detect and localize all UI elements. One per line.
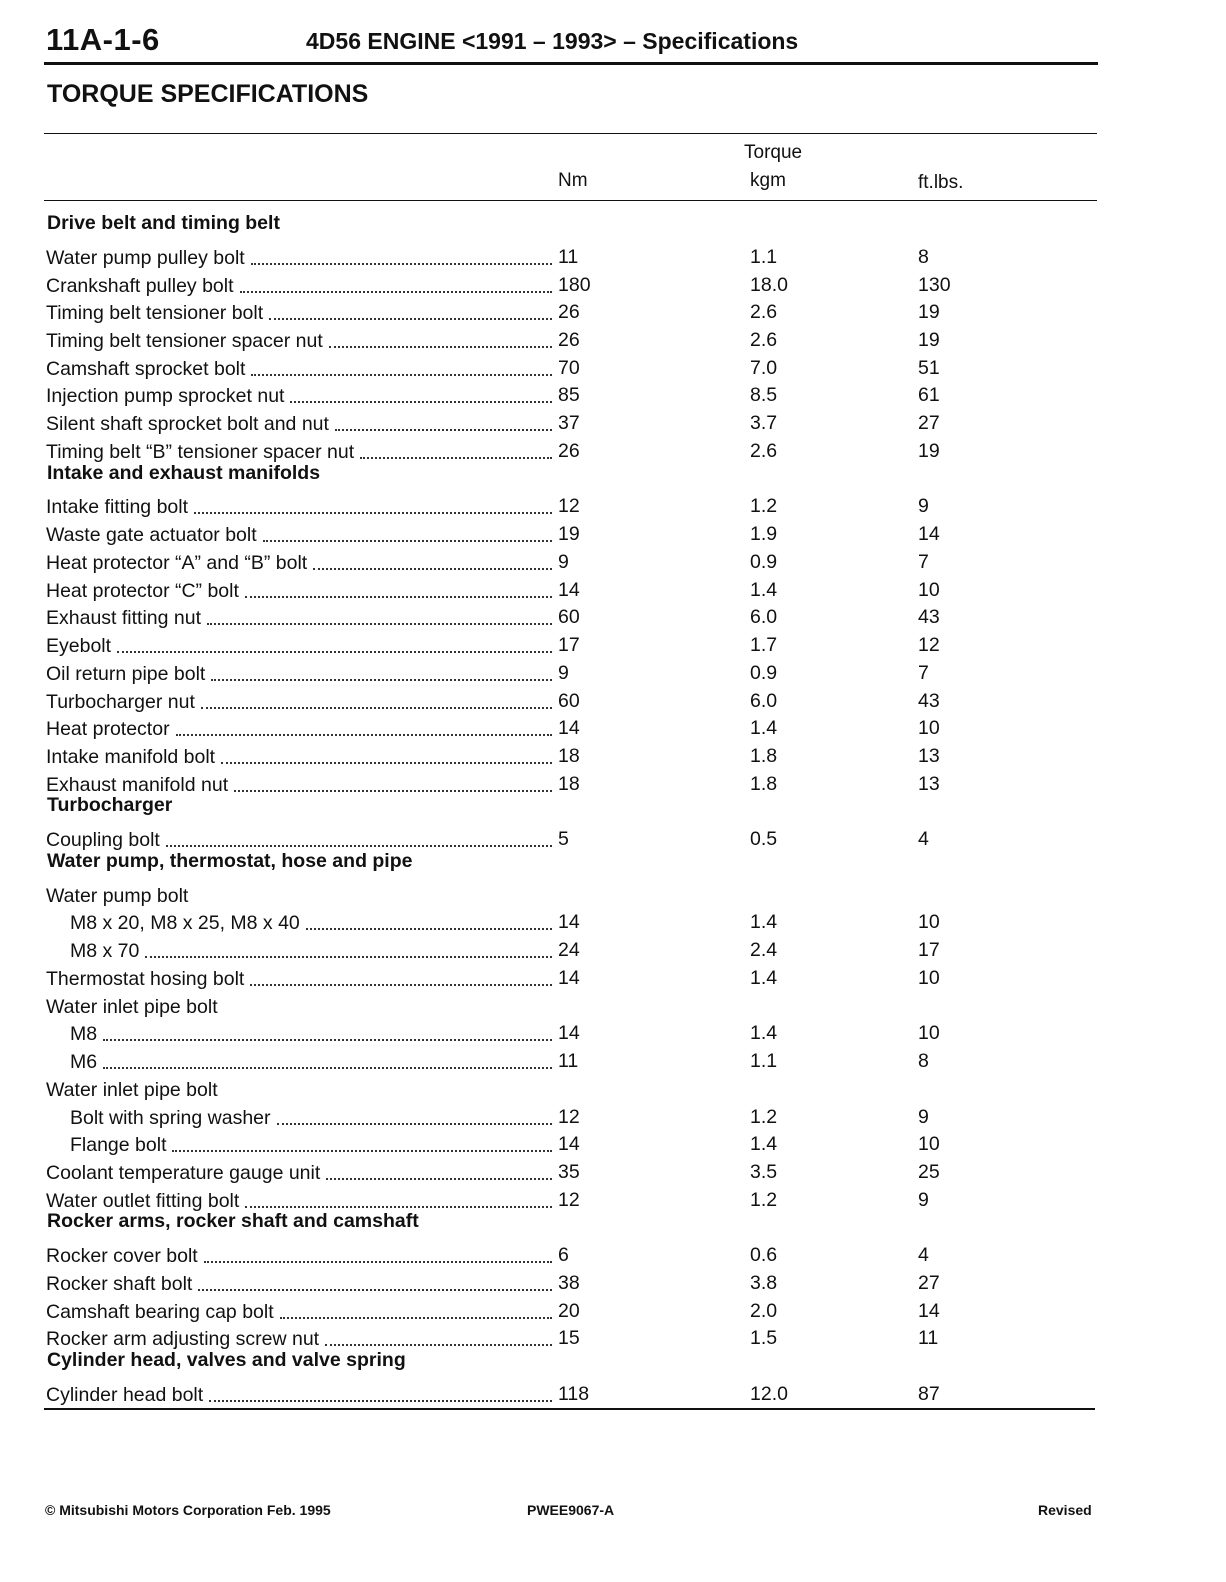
value-ftlbs: 130 [918, 273, 951, 296]
value-nm: 118 [558, 1382, 590, 1405]
dot-leader [221, 746, 552, 764]
value-ftlbs: 17 [918, 939, 940, 962]
value-nm: 24 [558, 939, 580, 962]
value-ftlbs: 9 [918, 1105, 929, 1128]
table-row [0, 765, 1226, 796]
dot-leader [209, 1384, 552, 1402]
value-nm: 35 [558, 1161, 580, 1183]
table-row [0, 598, 1226, 630]
row-label: Water outlet fitting bolt [46, 1190, 245, 1213]
table-row [0, 1153, 1226, 1184]
table-bottom-rule [44, 1408, 1095, 1410]
value-kgm: 18.0 [750, 273, 788, 296]
row-label: Silent shaft sprocket bolt and nut [46, 413, 335, 436]
value-kgm: 1.4 [750, 911, 778, 934]
page-number: 11A-1-6 [46, 22, 160, 57]
table-row [0, 543, 1226, 574]
value-kgm: 1.2 [750, 1188, 778, 1211]
value-nm: 14 [558, 578, 580, 601]
value-nm: 70 [558, 356, 580, 379]
row-label: Oil return pipe bolt [46, 663, 211, 686]
value-ftlbs: 13 [918, 772, 940, 795]
table-row [0, 432, 1226, 463]
value-kgm: 0.6 [750, 1244, 778, 1267]
value-ftlbs: 4 [918, 1244, 929, 1267]
running-title: 4D56 ENGINE <1991 – 1993> – Specifications [306, 28, 799, 54]
value-ftlbs: 7 [918, 550, 929, 573]
table-group-heading [0, 460, 1226, 488]
dot-leader [325, 1328, 552, 1346]
dot-leader [194, 496, 552, 514]
group-label: Water pump, thermostat, hose and pipe [47, 849, 413, 872]
table-row [0, 931, 1226, 963]
value-ftlbs: 11 [918, 1327, 939, 1350]
value-kgm: 3.8 [750, 1271, 778, 1294]
value-ftlbs: 43 [918, 689, 940, 712]
column-header-kgm: kgm [750, 170, 786, 191]
value-kgm: 1.8 [750, 772, 778, 795]
dot-leader [245, 580, 552, 598]
table-row [0, 903, 1226, 935]
dot-leader [240, 275, 552, 293]
row-label: Rocker shaft bolt [46, 1273, 198, 1296]
table-row [0, 959, 1226, 990]
value-ftlbs: 10 [918, 1133, 940, 1156]
value-nm: 14 [558, 966, 580, 989]
dot-leader [176, 718, 552, 736]
value-ftlbs: 61 [918, 384, 940, 407]
value-ftlbs: 87 [918, 1382, 940, 1405]
footer-code: PWEE9067-A [527, 1502, 615, 1518]
row-label: Intake fitting bolt [46, 496, 194, 519]
dot-leader [251, 358, 552, 376]
row-label: M8 x 20, M8 x 25, M8 x 40 [70, 912, 306, 935]
table-group-heading [0, 792, 1226, 820]
value-nm: 14 [558, 1022, 580, 1045]
table-row [0, 515, 1226, 547]
group-label: Turbocharger [47, 794, 173, 817]
dot-leader [207, 607, 552, 625]
value-nm: 26 [558, 301, 580, 324]
value-nm: 17 [558, 634, 580, 657]
group-label: Cylinder head, valves and valve spring [47, 1349, 406, 1372]
value-kgm: 2.0 [750, 1299, 778, 1322]
value-nm: 11 [558, 245, 579, 268]
dot-leader [145, 940, 552, 958]
table-row [0, 349, 1226, 380]
row-label: Timing belt tensioner bolt [46, 302, 269, 325]
row-label-cell [46, 1383, 552, 1407]
table-row [0, 1375, 1226, 1406]
row-label: Exhaust fitting nut [46, 607, 207, 630]
value-nm: 11 [558, 1050, 579, 1073]
row-label: Crankshaft pulley bolt [46, 275, 240, 298]
value-nm: 12 [558, 495, 580, 518]
table-top-rule [44, 133, 1097, 134]
value-nm: 18 [558, 772, 580, 795]
table-row [0, 709, 1226, 741]
value-kgm: 7.0 [750, 356, 778, 379]
table-header-rule [44, 200, 1097, 201]
dot-leader [329, 330, 552, 348]
value-kgm: 1.4 [750, 1133, 778, 1156]
table-row [0, 1236, 1226, 1268]
row-label: Waste gate actuator bolt [46, 524, 263, 547]
value-kgm: 2.6 [750, 301, 778, 324]
value-nm: 19 [558, 523, 580, 546]
row-label: Flange bolt [70, 1134, 172, 1157]
table-row [0, 265, 1226, 297]
row-label: Timing belt tensioner spacer nut [46, 330, 329, 353]
value-kgm: 1.9 [750, 523, 778, 546]
table-row [0, 987, 1226, 1018]
value-ftlbs: 7 [918, 661, 929, 684]
value-kgm: 1.4 [750, 578, 778, 601]
row-label: Camshaft bearing cap bolt [46, 1301, 280, 1324]
value-ftlbs: 19 [918, 439, 940, 462]
row-label: Water pump pulley bolt [46, 247, 251, 270]
value-nm: 38 [558, 1271, 580, 1294]
table-row [0, 571, 1226, 602]
row-label: M6 [70, 1051, 103, 1074]
value-kgm: 1.4 [750, 717, 778, 740]
table-row [0, 487, 1226, 519]
value-nm: 14 [558, 717, 580, 740]
row-label: Heat protector [46, 718, 176, 741]
group-label: Drive belt and timing belt [47, 212, 280, 234]
value-ftlbs: 14 [918, 1299, 940, 1322]
row-label: Timing belt “B” tensioner spacer nut [46, 441, 360, 464]
value-ftlbs: 27 [918, 412, 940, 435]
page-header [44, 20, 1098, 65]
value-ftlbs: 19 [918, 301, 940, 324]
value-kgm: 12.0 [750, 1382, 788, 1405]
value-nm: 26 [558, 439, 580, 462]
dot-leader [360, 441, 552, 459]
value-ftlbs: 4 [918, 828, 929, 851]
row-label: Eyebolt [46, 635, 117, 658]
table-row [0, 1042, 1226, 1074]
column-header-torque: Torque [744, 142, 803, 163]
value-kgm: 0.9 [750, 550, 778, 573]
table-row [0, 654, 1226, 685]
torque-table [0, 210, 1226, 1406]
row-label: Intake manifold bolt [46, 746, 221, 769]
table-row [0, 1181, 1226, 1212]
value-ftlbs: 8 [918, 1050, 929, 1073]
value-kgm: 1.2 [750, 1105, 778, 1128]
dot-leader [201, 691, 552, 709]
row-label: Cylinder head bolt [46, 1384, 209, 1407]
value-nm: 14 [558, 911, 580, 934]
dot-leader [117, 635, 552, 653]
value-kgm: 1.4 [750, 966, 778, 989]
dot-leader [306, 912, 552, 930]
dot-leader [313, 552, 552, 570]
row-label: Coupling bolt [46, 829, 166, 852]
column-header-nm: Nm [558, 170, 588, 191]
value-kgm: 2.6 [750, 328, 778, 351]
value-ftlbs: 10 [918, 717, 940, 740]
row-label: Thermostat hosing bolt [46, 968, 250, 991]
table-row [0, 1319, 1226, 1351]
dot-leader [250, 968, 552, 986]
value-nm: 9 [558, 550, 569, 573]
value-kgm: 6.0 [750, 606, 778, 629]
value-nm: 12 [558, 1188, 580, 1211]
value-ftlbs: 9 [918, 495, 929, 518]
footer-status: Revised [1038, 1502, 1092, 1518]
column-header-ftlbs: ft.lbs. [918, 172, 964, 193]
row-label: Camshaft sprocket bolt [46, 358, 251, 381]
group-label: Intake and exhaust manifolds [47, 461, 321, 484]
value-kgm: 3.7 [750, 412, 778, 435]
table-group-heading [0, 1347, 1226, 1375]
group-label: Rocker arms, rocker shaft and camshaft [47, 1210, 419, 1233]
row-label: Injection pump sprocket nut [46, 385, 290, 408]
value-ftlbs: 10 [918, 966, 940, 989]
row-label: Rocker cover bolt [46, 1245, 204, 1268]
value-ftlbs: 51 [918, 356, 940, 379]
table-row [0, 404, 1226, 436]
dot-leader [245, 1190, 552, 1208]
table-row [0, 820, 1226, 852]
value-ftlbs: 10 [918, 1022, 940, 1045]
value-kgm: 3.5 [750, 1161, 778, 1183]
row-label: Water inlet pipe bolt [46, 996, 224, 1019]
value-nm: 37 [558, 412, 580, 435]
dot-leader [290, 385, 552, 403]
table-row [0, 626, 1226, 658]
value-nm: 5 [558, 828, 569, 851]
dot-leader [269, 302, 552, 320]
table-row [0, 293, 1226, 325]
value-nm: 20 [558, 1299, 580, 1322]
row-label: Water inlet pipe bolt [46, 1079, 224, 1102]
row-label: Rocker arm adjusting screw nut [46, 1328, 325, 1351]
value-kgm: 1.2 [750, 495, 778, 518]
row-label: Heat protector “A” and “B” bolt [46, 552, 313, 575]
value-ftlbs: 43 [918, 606, 940, 629]
table-row [0, 737, 1226, 768]
table-row [0, 1125, 1226, 1157]
value-nm: 60 [558, 606, 580, 629]
dot-leader [166, 829, 552, 847]
table-row [0, 681, 1226, 713]
value-ftlbs: 19 [918, 328, 940, 351]
dot-leader [172, 1134, 552, 1152]
value-kgm: 1.4 [750, 1022, 778, 1045]
dot-leader [263, 524, 552, 542]
dot-leader [103, 1023, 552, 1041]
value-ftlbs: 8 [918, 245, 929, 268]
table-row [0, 1264, 1226, 1295]
dot-leader [280, 1301, 552, 1319]
row-label: M8 x 70 [70, 940, 145, 963]
value-ftlbs: 25 [918, 1161, 940, 1183]
dot-leader [234, 774, 552, 792]
value-kgm: 0.9 [750, 661, 778, 684]
value-nm: 14 [558, 1133, 580, 1156]
row-label: Water pump bolt [46, 885, 194, 908]
value-nm: 180 [558, 273, 591, 296]
dot-leader [198, 1273, 552, 1291]
table-group-heading [0, 210, 1226, 238]
dot-leader [251, 247, 552, 265]
table-row [0, 1292, 1226, 1323]
dot-leader [211, 663, 552, 681]
footer-copyright: © Mitsubishi Motors Corporation Feb. 1995 [45, 1502, 331, 1518]
value-nm: 60 [558, 689, 580, 712]
value-ftlbs: 13 [918, 744, 940, 767]
value-ftlbs: 9 [918, 1188, 929, 1211]
value-ftlbs: 12 [918, 634, 940, 657]
table-row [0, 1070, 1226, 1101]
value-nm: 9 [558, 661, 569, 684]
value-nm: 12 [558, 1105, 580, 1128]
value-kgm: 1.7 [750, 634, 778, 657]
table-row [0, 1014, 1226, 1046]
value-kgm: 6.0 [750, 689, 778, 712]
table-row [0, 376, 1226, 408]
section-title: TORQUE SPECIFICATIONS [47, 80, 369, 108]
value-ftlbs: 10 [918, 911, 940, 934]
table-row [0, 238, 1226, 269]
dot-leader [326, 1162, 552, 1180]
value-nm: 26 [558, 328, 580, 351]
value-kgm: 0.5 [750, 828, 778, 851]
table-row [0, 321, 1226, 352]
dot-leader [204, 1245, 552, 1263]
value-kgm: 1.8 [750, 744, 778, 767]
value-kgm: 1.1 [750, 245, 778, 268]
row-label: Exhaust manifold nut [46, 774, 234, 797]
value-kgm: 2.4 [750, 939, 778, 962]
value-ftlbs: 27 [918, 1271, 940, 1294]
row-label: Turbocharger nut [46, 691, 201, 714]
table-row [0, 1098, 1226, 1129]
value-nm: 18 [558, 744, 580, 767]
value-kgm: 1.1 [750, 1050, 778, 1073]
table-group-heading [0, 1208, 1226, 1236]
value-nm: 85 [558, 384, 580, 407]
row-label: Heat protector “C” bolt [46, 580, 245, 603]
dot-leader [277, 1107, 552, 1125]
table-row [0, 876, 1226, 907]
value-kgm: 1.5 [750, 1327, 778, 1350]
dot-leader [103, 1051, 552, 1069]
value-nm: 15 [558, 1327, 580, 1350]
value-kgm: 2.6 [750, 439, 778, 462]
value-ftlbs: 14 [918, 523, 940, 546]
row-label: M8 [70, 1023, 103, 1046]
row-label: Bolt with spring washer [70, 1107, 277, 1130]
table-group-heading [0, 848, 1226, 876]
row-label: Coolant temperature gauge unit [46, 1162, 326, 1185]
value-nm: 6 [558, 1244, 569, 1267]
value-ftlbs: 10 [918, 578, 940, 601]
value-kgm: 8.5 [750, 384, 778, 407]
dot-leader [335, 413, 552, 431]
